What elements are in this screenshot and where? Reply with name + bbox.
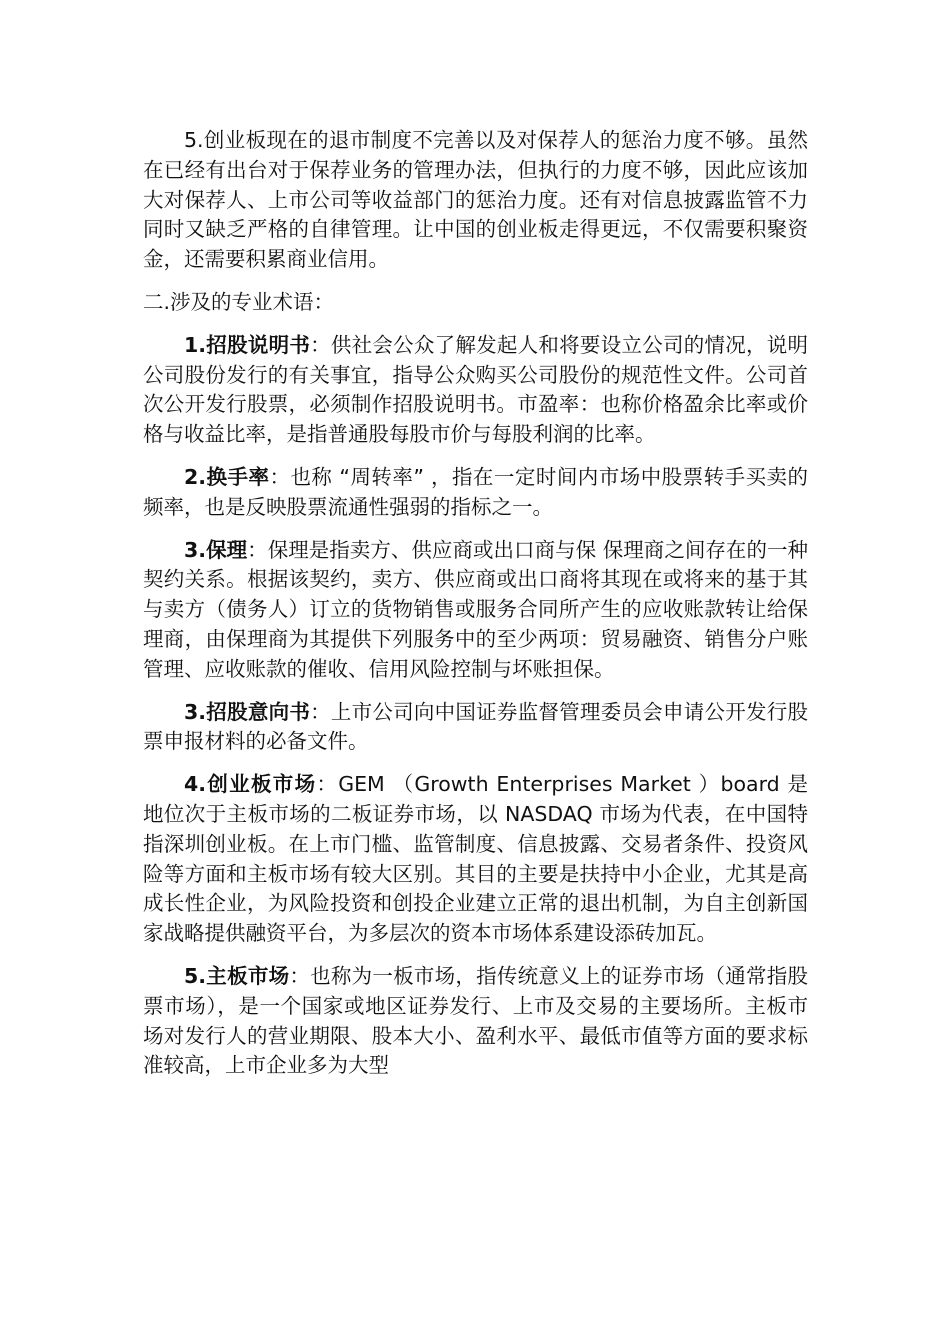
term-definition: 保理是指卖方、供应商或出口商与保 保理商之间存在的一种契约关系。根据该契约，卖方、供应商或出口商将其现在或将来的基于其与卖方（债务人）订立的货物销售或服务合同所产生的应收账款转让给保理商，由保理商为其提供下列服务中的至少两项：贸易融资、销售分户账管理、应收账款的催收、信用风险控制与坏账担保。 xyxy=(143,537,809,681)
term-title: 1.招股说明书 xyxy=(184,332,311,357)
term-separator: ： xyxy=(269,464,291,489)
term-title: 3.招股意向书 xyxy=(184,699,311,724)
section-heading-text: 二.涉及的专业术语： xyxy=(143,289,335,314)
term-prospectus xyxy=(143,331,808,450)
term-preliminary-prospectus xyxy=(143,698,808,758)
term-main-board xyxy=(143,962,808,1081)
term-title: 2.换手率 xyxy=(184,464,270,489)
paragraph-delisting-system xyxy=(143,126,808,275)
term-separator: ： xyxy=(289,963,311,988)
term-title: 4.创业板市场 xyxy=(184,772,317,797)
term-definition: 上市公司向中国证券监督管理委员会申请公开发行股票申报材料的必备文件。 xyxy=(143,699,809,754)
term-definition: 也称 “周转率” ，指在一定时间内市场中股票转手买卖的频率，也是反映股票流通性强弱的指标之一。 xyxy=(143,464,809,519)
term-separator: ： xyxy=(310,699,331,724)
paragraph-text: 5.创业板现在的退市制度不完善以及对保荐人的惩治力度不够。虽然在已经有出台对于保荐业务的管理办法，但执行的力度不够，因此应该加大对保荐人、上市公司等收益部门的惩治力度。还有对信息披露监管不力同时又缺乏严格的自律管理。让中国的创业板走得更远，不仅需要积聚资金，还需要积累商业信用。 xyxy=(143,128,808,272)
term-definition: GEM （Growth Enterprises Market ）board 是地位次于主板市场的二板证券市场，以 NASDAQ 市场为代表，在中国特指深圳创业板。在上市门槛、监管制度、信息披露、交易者条件、投资风险等方面和主板市场有较大区别。其目的主要是扶持中小企业，尤其是高成长性企业，为风险投资和创投企业建立正常的退出机制，为自主创新国家战略提供融资平台，为多层次的资本市场体系建设添砖加瓦。 xyxy=(143,772,808,946)
term-separator: ： xyxy=(247,537,268,562)
term-gem-board xyxy=(143,770,808,949)
section-heading xyxy=(143,288,808,318)
term-title: 5.主板市场 xyxy=(184,963,290,988)
term-title: 3.保理 xyxy=(184,537,248,562)
term-separator: ： xyxy=(310,332,331,357)
term-definition: 供社会公众了解发起人和将要设立公司的情况，说明公司股份发行的有关事宜，指导公众购买公司股份的规范性文件。公司首次公开发行股票，必须制作招股说明书。市盈率：也称价格盈余比率或价格与收益比率，是指普通股每股市价与每股利润的比率。 xyxy=(143,332,809,447)
term-definition: 也称为一板市场，指传统意义上的证券市场（通常指股票市场），是一个国家或地区证券发行、上市及交易的主要场所。主板市场对发行人的营业期限、股本大小、盈利水平、最低市值等方面的要求标准较高，上市企业多为大型 xyxy=(143,963,809,1078)
term-turnover-rate xyxy=(143,463,808,523)
term-separator: ： xyxy=(316,772,339,797)
term-factoring xyxy=(143,536,808,685)
document-page xyxy=(143,126,808,1094)
